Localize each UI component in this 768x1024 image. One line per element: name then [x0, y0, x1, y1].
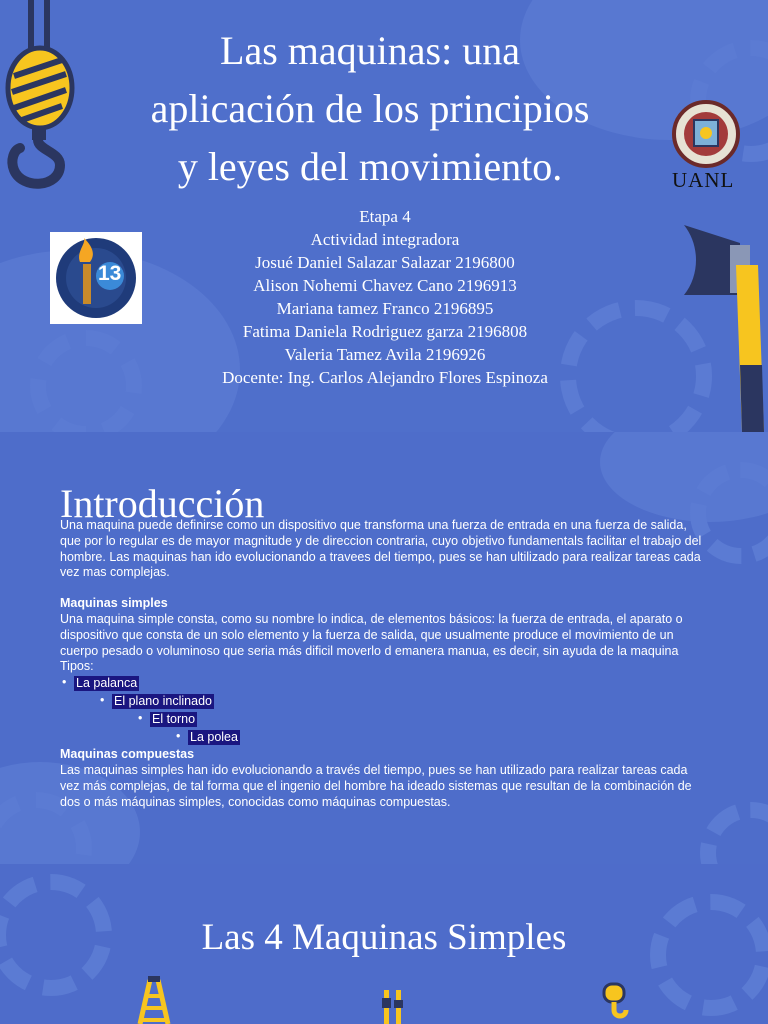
title-slide	[0, 0, 768, 432]
torch-logo-icon	[50, 232, 142, 324]
tipos-label: Tipos:	[60, 659, 94, 674]
list-item-label: La polea	[190, 730, 238, 745]
gear-icon	[30, 330, 142, 432]
list-item-label: El plano inclinado	[114, 694, 212, 709]
intro-body	[60, 518, 710, 810]
slide-title: Las maquinas: una aplicación de los principios y leyes del movimiento.	[150, 28, 590, 189]
uanl-wordmark: UANL	[672, 168, 735, 192]
intro-paragraph: Una maquina puede definirse como un dispositivo que transforma una fuerza de entrada en una fuerza de salida, que por lo regular es de mayor magnitude y de direccion contraria, cuyo objetivo fundamentals facilitar el trabajo del hombre. Las maquinas han ido evolucionando a travees del tiempo, pues se han ultilizado para realizar tareas cada vez mas complejas.	[60, 518, 702, 580]
list-item	[60, 711, 710, 729]
intro-slide	[0, 432, 768, 864]
simples-heading: Maquinas simples	[60, 596, 168, 611]
list-item	[60, 693, 710, 711]
bullet: •	[176, 729, 181, 744]
prepa-13-logo	[50, 232, 142, 324]
intro-heading: Introducción	[60, 481, 265, 526]
bullet: •	[138, 711, 143, 726]
tools-icon	[378, 986, 410, 1024]
axe-icon	[680, 225, 768, 432]
maquinas-heading: Las 4 Maquinas Simples	[201, 917, 567, 958]
bullet: •	[62, 675, 67, 690]
list-item	[60, 675, 710, 693]
ladder-icon	[130, 976, 178, 1024]
crane-hook-icon	[0, 0, 80, 190]
list-item	[60, 729, 710, 747]
crane-hook-small-icon	[600, 982, 632, 1024]
list-item-label: La palanca	[76, 676, 138, 691]
list-item-label: El torno	[152, 712, 196, 727]
compuestas-paragraph: Las maquinas simples han ido evolucionando a través del tiempo, pues se han utilizado para realizar tareas cada vez más complejas, de tal forma que el ingenio del hombre ha ideado sistemas que resultan de la combinación de dos o más máquinas simples, conocidas como máquinas compuestas.	[60, 762, 692, 809]
gear-icon	[700, 802, 768, 864]
simples-paragraph: Una maquina simple consta, como su nombre lo indica, de elementos básicos: la fuerza de entrada, el aparato o dispositivo que consta de un solo elemento y la fuerza de salida, que usualmente produce el movimiento de un cuerpo pesado o voluminoso que seria más dificil moverlo d emanera manua, es decir, sin ayuda de la maquina	[60, 611, 683, 658]
uanl-logo	[666, 100, 744, 196]
logo-number: 13	[98, 262, 122, 285]
bullet: •	[100, 693, 105, 708]
maquinas-slide	[0, 864, 768, 1024]
title-info-block: Etapa 4 Actividad integradora Josué Daniel Salazar Salazar 2196800 Alison Nohemi Chavez Cano 2196913 Mariana tamez Franco 2196895 Fatima Daniela Rodriguez garza 2196808 Valeria Tamez Avila 2196926 Docente: Ing. Carlos Alejandro Flores Espinoza	[222, 207, 548, 387]
compuestas-heading: Maquinas compuestas	[60, 747, 195, 762]
uanl-seal-icon	[666, 100, 744, 170]
